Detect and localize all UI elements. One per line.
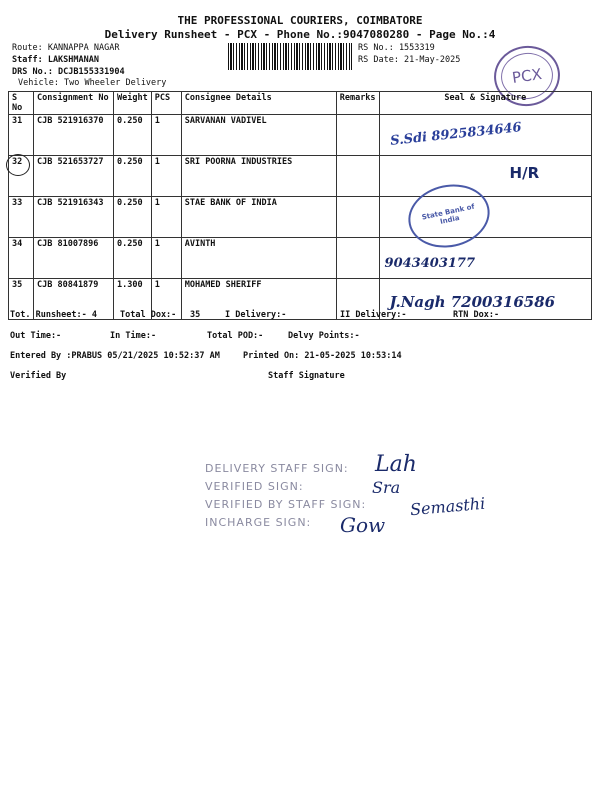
tot-runsheet: Tot. Runsheet:- 4 [10, 310, 97, 320]
cell-remarks [336, 156, 379, 197]
col-seal-signature: Seal & Signature [379, 92, 591, 115]
cell-consignment: CJB 521653727 [34, 156, 114, 197]
signature-verified-staff: Semasthi [409, 493, 486, 520]
cell-remarks [336, 115, 379, 156]
ii-delivery: II Delivery:- [340, 310, 407, 320]
rs-number: RS No.: 1553319 [358, 43, 435, 53]
cell-remarks [336, 197, 379, 238]
entered-by: Entered By :PRABUS 05/21/2025 10:52:37 AM [10, 351, 220, 361]
cell-pcs: 1 [151, 156, 181, 197]
i-delivery: I Delivery:- [225, 310, 287, 320]
cell-remarks [336, 238, 379, 279]
table-row [9, 238, 592, 279]
route-label: Route: KANNAPPA NAGAR [12, 43, 120, 53]
col-consignee: Consignee Details [181, 92, 336, 115]
cell-sno-value: 32 [12, 157, 23, 167]
cell-signature [379, 156, 591, 197]
drs-number: DRS No.: DCJB155331904 [12, 67, 125, 77]
signature-incharge: Gow [340, 513, 386, 537]
cell-sno [9, 156, 34, 197]
out-time: Out Time:- [10, 331, 62, 341]
cell-sno: 33 [9, 197, 34, 238]
cell-sno: 34 [9, 238, 34, 279]
cell-weight: 0.250 [114, 156, 152, 197]
handwritten-hr: H/R [509, 164, 540, 182]
cell-consignment: CJB 81007896 [34, 238, 114, 279]
cell-weight: 1.300 [114, 279, 152, 320]
cell-pcs: 1 [151, 279, 181, 320]
col-weight: Weight [114, 92, 152, 115]
pcx-stamp-text: PCX [510, 65, 543, 87]
total-pod: Total POD:- [207, 331, 264, 341]
cell-consignment: CJB 80841879 [34, 279, 114, 320]
staff-label: Staff: LAKSHMANAN [12, 55, 99, 65]
stamp-line-incharge: INCHARGE SIGN: [205, 516, 312, 529]
rs-date: RS Date: 21-May-2025 [358, 55, 461, 65]
table-row [9, 156, 592, 197]
circle-mark [6, 154, 30, 176]
table-row [9, 115, 592, 156]
cell-consignee: AVINTH [181, 238, 336, 279]
barcode [228, 43, 352, 70]
col-remarks: Remarks [336, 92, 379, 115]
stamp-line-verified: VERIFIED SIGN: [205, 480, 304, 493]
cell-weight: 0.250 [114, 197, 152, 238]
rtn-dox: RTN Dox:- [453, 310, 500, 320]
cell-consignee: SRI POORNA INDUSTRIES [181, 156, 336, 197]
cell-pcs: 1 [151, 238, 181, 279]
cell-signature [379, 238, 591, 279]
verified-by: Verified By [10, 371, 67, 381]
bank-seal-text: State Bank of India [420, 202, 475, 226]
delvy-points: Delvy Points:- [288, 331, 360, 341]
cell-weight: 0.250 [114, 238, 152, 279]
handwritten-phone: 9043403177 [384, 256, 476, 271]
cell-pcs: 1 [151, 115, 181, 156]
handwritten-receiver: J.Nagh 7200316586 [389, 293, 556, 311]
table-row [9, 197, 592, 238]
printed-on: Printed On: 21-05-2025 10:53:14 [243, 351, 402, 361]
cell-sno: 31 [9, 115, 34, 156]
cell-weight: 0.250 [114, 115, 152, 156]
total-dox-value: 35 [190, 310, 201, 320]
col-sno: S No [9, 92, 34, 115]
staff-signature-label: Staff Signature [268, 371, 345, 381]
cell-consignee: STAE BANK OF INDIA [181, 197, 336, 238]
signature-delivery-staff: Lah [375, 452, 417, 477]
runsheet-subtitle: Delivery Runsheet - PCX - Phone No.:9047080280 - Page No.:4 [104, 28, 496, 41]
stamp-line-delivery: DELIVERY STAFF SIGN: [205, 462, 349, 475]
cell-consignee: SARVANAN VADIVEL [181, 115, 336, 156]
runsheet-table [8, 91, 592, 320]
col-consignment: Consignment No [34, 92, 114, 115]
cell-consignee: MOHAMED SHERIFF [181, 279, 336, 320]
vehicle-label: Vehicle: Two Wheeler Delivery [18, 78, 167, 88]
cell-sno: 35 [9, 279, 34, 320]
col-pcs: PCS [151, 92, 181, 115]
cell-signature [379, 197, 591, 238]
company-title: THE PROFESSIONAL COURIERS, COIMBATORE [177, 14, 423, 27]
cell-signature [379, 115, 591, 156]
cell-consignment: CJB 521916343 [34, 197, 114, 238]
handwritten-signature: S.Sdi 8925834646 [389, 120, 522, 149]
cell-pcs: 1 [151, 197, 181, 238]
stamp-line-verified-staff: VERIFIED BY STAFF SIGN: [205, 498, 367, 511]
cell-consignment: CJB 521916370 [34, 115, 114, 156]
signature-verified: Sra [372, 478, 401, 497]
in-time: In Time:- [110, 331, 157, 341]
table-header-row [9, 92, 592, 115]
total-dox-label: Total Dox:- [120, 310, 177, 320]
